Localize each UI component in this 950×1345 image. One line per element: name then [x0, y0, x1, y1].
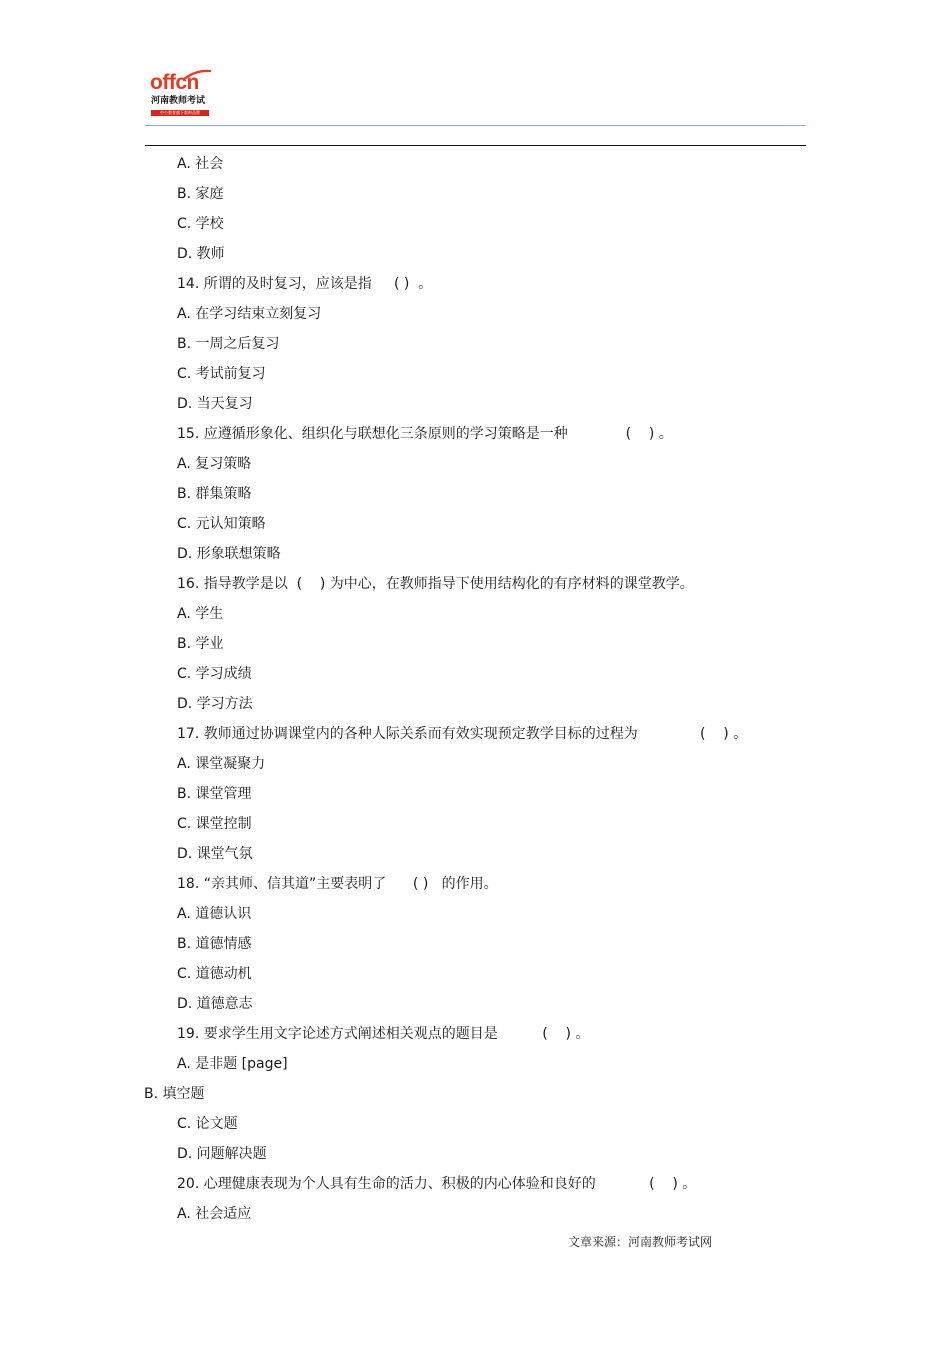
- answer-option: B. 课堂管理: [177, 786, 252, 802]
- answer-option: C. 道德动机: [177, 966, 252, 982]
- answer-option: A. 道德认识: [177, 906, 252, 922]
- answer-option: C. 学校: [177, 216, 224, 232]
- article-source: 文章来源：河南教师考试网: [568, 1235, 713, 1249]
- answer-option: D. 课堂气氛: [177, 846, 253, 862]
- answer-option: D. 教师: [177, 246, 225, 262]
- answer-option: A. 是非题 [page]: [177, 1056, 288, 1072]
- answer-option: B. 道德情感: [177, 936, 252, 952]
- answer-option: B. 一周之后复习: [177, 336, 280, 352]
- answer-option: D. 道德意志: [177, 996, 253, 1012]
- answer-option: A. 在学习结束立刻复习: [177, 306, 322, 322]
- answer-option: B. 群集策略: [177, 486, 252, 502]
- answer-option: A. 社会适应: [177, 1206, 252, 1222]
- answer-option: A. 课堂凝聚力: [177, 756, 266, 772]
- answer-option: D. 问题解决题: [177, 1146, 267, 1162]
- logo-wordmark: offcn: [150, 71, 199, 94]
- answer-option: B. 学业: [177, 636, 224, 652]
- answer-option: C. 考试前复习: [177, 366, 266, 382]
- answer-option: C. 学习成绩: [177, 666, 252, 682]
- answer-option: A. 社会: [177, 156, 224, 172]
- question-text: 17. 教师通过协调课堂内的各种人际关系而有效实现预定教学目标的过程为 ( ) 。: [177, 726, 748, 742]
- answer-option: C. 论文题: [177, 1116, 238, 1132]
- answer-option: B. 填空题: [144, 1086, 205, 1102]
- question-text: 15. 应遵循形象化、组织化与联想化三条原则的学习策略是一种 ( ) 。: [177, 426, 673, 442]
- question-text: 18. “亲其师、信其道”主要表明了 ( ) 的作用。: [177, 876, 498, 892]
- answer-option: D. 形象联想策略: [177, 546, 281, 562]
- logo-banner: 中公教育旗下教师品牌: [151, 110, 209, 116]
- logo-swoosh-icon: [182, 69, 212, 81]
- question-text: 14. 所谓的及时复习，应该是指 ( ) 。: [177, 276, 433, 292]
- answer-option: A. 复习策略: [177, 456, 252, 472]
- answer-option: D. 当天复习: [177, 396, 253, 412]
- answer-option: C. 课堂控制: [177, 816, 252, 832]
- header-rule: [145, 125, 806, 126]
- answer-option: D. 学习方法: [177, 696, 253, 712]
- offcn-logo: [150, 72, 212, 122]
- answer-option: B. 家庭: [177, 186, 224, 202]
- question-text: 19. 要求学生用文字论述方式阐述相关观点的题目是 ( ) 。: [177, 1026, 590, 1042]
- question-text: 20. 心理健康表现为个人具有生命的活力、积极的内心体验和良好的 ( ) 。: [177, 1176, 697, 1192]
- logo-subtitle: 河南教师考试: [151, 96, 206, 106]
- answer-option: C. 元认知策略: [177, 516, 266, 532]
- question-text: 16. 指导教学是以 ( ) 为中心，在教师指导下使用结构化的有序材料的课堂教学。: [177, 576, 694, 592]
- content-top-rule: [145, 145, 806, 146]
- answer-option: A. 学生: [177, 606, 224, 622]
